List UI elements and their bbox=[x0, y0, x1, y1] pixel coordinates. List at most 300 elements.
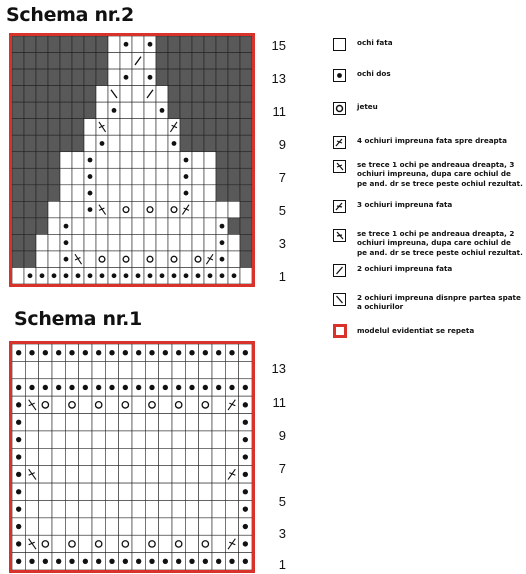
purl-dot-icon bbox=[189, 385, 194, 390]
grid-cell bbox=[36, 86, 48, 103]
grid-cell bbox=[172, 431, 185, 448]
grid-cell bbox=[120, 251, 132, 268]
purl-dot-icon bbox=[149, 350, 154, 355]
grid-cell bbox=[216, 102, 228, 119]
grid-cell bbox=[145, 518, 158, 535]
grid-cell bbox=[180, 36, 192, 53]
grid-cell bbox=[105, 483, 118, 500]
grid-cell bbox=[48, 201, 60, 218]
grid-cell bbox=[108, 53, 120, 70]
grid-cell bbox=[52, 414, 65, 431]
grid-cell bbox=[36, 168, 48, 185]
grid-cell bbox=[60, 185, 72, 202]
grid-cell bbox=[145, 448, 158, 465]
grid-cell bbox=[144, 251, 156, 268]
purl-dot-icon bbox=[203, 559, 208, 564]
purl-dot-icon bbox=[220, 240, 225, 245]
grid-cell bbox=[156, 53, 168, 70]
grid-cell bbox=[79, 535, 92, 552]
grid-cell bbox=[204, 234, 216, 251]
grid-cell bbox=[212, 518, 225, 535]
grid-cell bbox=[212, 361, 225, 378]
chart2-row-label: 5 bbox=[278, 203, 286, 218]
dot-icon bbox=[333, 69, 346, 82]
grid-cell bbox=[132, 135, 144, 152]
grid-cell bbox=[156, 119, 168, 136]
purl-dot-icon bbox=[172, 141, 177, 146]
grid-cell bbox=[72, 234, 84, 251]
grid-cell bbox=[225, 414, 238, 431]
grid-cell bbox=[108, 36, 120, 53]
grid-cell bbox=[12, 168, 24, 185]
grid-cell bbox=[92, 518, 105, 535]
grid-cell bbox=[25, 414, 38, 431]
grid-cell bbox=[132, 36, 144, 53]
grid-cell bbox=[25, 361, 38, 378]
purl-dot-icon bbox=[243, 489, 248, 494]
grid-cell bbox=[48, 168, 60, 185]
purl-dot-icon bbox=[148, 42, 153, 47]
grid-cell bbox=[39, 466, 52, 483]
grid-cell bbox=[65, 500, 78, 517]
grid-cell bbox=[24, 201, 36, 218]
grid-cell bbox=[225, 361, 238, 378]
grid-cell bbox=[108, 135, 120, 152]
chart2-row-label: 13 bbox=[271, 71, 286, 86]
purl-dot-icon bbox=[109, 559, 114, 564]
grid-cell bbox=[39, 535, 52, 552]
purl-dot-icon bbox=[69, 350, 74, 355]
purl-dot-icon bbox=[64, 240, 69, 245]
chart1-row-label: 1 bbox=[278, 557, 286, 572]
grid-cell bbox=[185, 518, 198, 535]
grid-cell bbox=[105, 396, 118, 413]
grid-cell bbox=[132, 102, 144, 119]
grid-cell bbox=[48, 102, 60, 119]
grid-cell bbox=[52, 483, 65, 500]
chart1-row-label: 11 bbox=[272, 395, 286, 410]
purl-dot-icon bbox=[76, 273, 81, 278]
grid-cell bbox=[60, 168, 72, 185]
chart2-row-label: 11 bbox=[272, 104, 286, 119]
grid-cell bbox=[216, 135, 228, 152]
grid-cell bbox=[172, 361, 185, 378]
grid-cell bbox=[96, 102, 108, 119]
purl-dot-icon bbox=[220, 257, 225, 262]
grid-cell bbox=[240, 36, 252, 53]
grid-cell bbox=[168, 251, 180, 268]
grid-cell bbox=[39, 431, 52, 448]
grid-cell bbox=[120, 102, 132, 119]
chart1-svg bbox=[12, 344, 252, 570]
grid-cell bbox=[216, 69, 228, 86]
grid-cell bbox=[120, 152, 132, 169]
grid-cell bbox=[65, 535, 78, 552]
grid-cell bbox=[12, 152, 24, 169]
grid-cell bbox=[168, 168, 180, 185]
purl-dot-icon bbox=[16, 489, 21, 494]
chart2-row-label: 3 bbox=[278, 236, 286, 251]
legend-text: ochi dos bbox=[357, 69, 391, 78]
grid-cell bbox=[72, 69, 84, 86]
grid-cell bbox=[199, 466, 212, 483]
grid-cell bbox=[79, 396, 92, 413]
grid-cell bbox=[180, 251, 192, 268]
purl-dot-icon bbox=[88, 158, 93, 163]
grid-cell bbox=[52, 361, 65, 378]
grid-cell bbox=[216, 53, 228, 70]
grid-cell bbox=[36, 135, 48, 152]
grid-cell bbox=[132, 396, 145, 413]
grid-cell bbox=[60, 69, 72, 86]
grid-cell bbox=[72, 201, 84, 218]
grid-cell bbox=[48, 86, 60, 103]
grid-cell bbox=[212, 466, 225, 483]
purl-dot-icon bbox=[123, 350, 128, 355]
grid-cell bbox=[96, 53, 108, 70]
grid-cell bbox=[144, 218, 156, 235]
legend-text: ochi fata bbox=[357, 38, 393, 47]
grid-cell bbox=[199, 396, 212, 413]
grid-cell bbox=[145, 361, 158, 378]
grid-cell bbox=[225, 448, 238, 465]
grid-cell bbox=[105, 535, 118, 552]
purl-dot-icon bbox=[124, 42, 129, 47]
grid-cell bbox=[159, 518, 172, 535]
grid-cell bbox=[145, 466, 158, 483]
grid-cell bbox=[60, 201, 72, 218]
grid-cell bbox=[65, 396, 78, 413]
grid-cell bbox=[225, 431, 238, 448]
grid-cell bbox=[240, 251, 252, 268]
purl-dot-icon bbox=[163, 559, 168, 564]
purl-dot-icon bbox=[176, 385, 181, 390]
grid-cell bbox=[119, 518, 132, 535]
grid-cell bbox=[48, 218, 60, 235]
red-square-icon bbox=[333, 324, 347, 338]
grid-cell bbox=[168, 53, 180, 70]
grid-cell bbox=[72, 102, 84, 119]
purl-dot-icon bbox=[184, 191, 189, 196]
grid-cell bbox=[192, 53, 204, 70]
grid-cell bbox=[185, 396, 198, 413]
grid-cell bbox=[204, 36, 216, 53]
grid-cell bbox=[92, 535, 105, 552]
purl-dot-icon bbox=[29, 559, 34, 564]
purl-dot-icon bbox=[16, 454, 21, 459]
grid-cell bbox=[204, 119, 216, 136]
grid-cell bbox=[60, 36, 72, 53]
grid-cell bbox=[168, 86, 180, 103]
grid-cell bbox=[65, 448, 78, 465]
chart2-title: Schema nr.2 bbox=[6, 4, 134, 26]
grid-cell bbox=[119, 466, 132, 483]
grid-cell bbox=[84, 218, 96, 235]
purl-dot-icon bbox=[149, 559, 154, 564]
purl-dot-icon bbox=[189, 350, 194, 355]
grid-cell bbox=[144, 234, 156, 251]
grid-cell bbox=[65, 414, 78, 431]
grid-cell bbox=[180, 53, 192, 70]
grid-cell bbox=[192, 251, 204, 268]
grid-cell bbox=[12, 102, 24, 119]
grid-cell bbox=[228, 69, 240, 86]
grid-cell bbox=[185, 500, 198, 517]
grid-cell bbox=[105, 466, 118, 483]
legend-text: 2 ochiuri impreuna fata bbox=[357, 264, 453, 273]
grid-cell bbox=[108, 119, 120, 136]
grid-cell bbox=[84, 251, 96, 268]
grid-cell bbox=[24, 251, 36, 268]
grid-cell bbox=[228, 218, 240, 235]
chart1-row-label: 5 bbox=[278, 494, 286, 509]
purl-dot-icon bbox=[163, 350, 168, 355]
grid-cell bbox=[48, 251, 60, 268]
grid-cell bbox=[25, 518, 38, 535]
chart1-row-label: 7 bbox=[278, 461, 286, 476]
grid-cell bbox=[119, 448, 132, 465]
grid-cell bbox=[156, 251, 168, 268]
grid-cell bbox=[12, 201, 24, 218]
purl-dot-icon bbox=[232, 273, 237, 278]
grid-cell bbox=[24, 152, 36, 169]
purl-dot-icon bbox=[123, 385, 128, 390]
purl-dot-icon bbox=[203, 385, 208, 390]
purl-dot-icon bbox=[83, 385, 88, 390]
grid-cell bbox=[72, 135, 84, 152]
grid-cell bbox=[96, 218, 108, 235]
grid-cell bbox=[240, 135, 252, 152]
grid-cell bbox=[72, 168, 84, 185]
grid-cell bbox=[192, 234, 204, 251]
grid-cell bbox=[204, 185, 216, 202]
purl-dot-icon bbox=[52, 273, 57, 278]
grid-cell bbox=[204, 86, 216, 103]
grid-cell bbox=[48, 119, 60, 136]
grid-cell bbox=[39, 448, 52, 465]
purl-dot-icon bbox=[16, 559, 21, 564]
grid-cell bbox=[192, 152, 204, 169]
chart1-row-label: 3 bbox=[278, 526, 286, 541]
k4-slip-icon bbox=[333, 160, 346, 173]
grid-cell bbox=[192, 185, 204, 202]
grid-cell bbox=[96, 168, 108, 185]
grid-cell bbox=[204, 53, 216, 70]
grid-cell bbox=[60, 152, 72, 169]
grid-cell bbox=[65, 431, 78, 448]
purl-dot-icon bbox=[56, 385, 61, 390]
grid-cell bbox=[185, 466, 198, 483]
purl-dot-icon bbox=[16, 420, 21, 425]
grid-cell bbox=[36, 69, 48, 86]
grid-cell bbox=[192, 36, 204, 53]
grid-cell bbox=[84, 135, 96, 152]
grid-cell bbox=[145, 396, 158, 413]
grid-cell bbox=[24, 218, 36, 235]
grid-cell bbox=[36, 201, 48, 218]
grid-cell bbox=[228, 36, 240, 53]
grid-cell bbox=[132, 119, 144, 136]
grid-cell bbox=[36, 185, 48, 202]
grid-cell bbox=[84, 102, 96, 119]
grid-cell bbox=[12, 86, 24, 103]
grid-cell bbox=[108, 152, 120, 169]
grid-cell bbox=[239, 361, 252, 378]
grid-cell bbox=[204, 168, 216, 185]
grid-cell bbox=[240, 218, 252, 235]
grid-cell bbox=[228, 53, 240, 70]
grid-cell bbox=[159, 466, 172, 483]
purl-dot-icon bbox=[28, 273, 33, 278]
grid-cell bbox=[145, 535, 158, 552]
grid-cell bbox=[120, 201, 132, 218]
grid-cell bbox=[156, 201, 168, 218]
grid-cell bbox=[108, 185, 120, 202]
grid-cell bbox=[36, 251, 48, 268]
grid-cell bbox=[185, 431, 198, 448]
grid-cell bbox=[120, 185, 132, 202]
grid-cell bbox=[240, 234, 252, 251]
legend-text: modelul evidentiat se repeta bbox=[357, 326, 475, 335]
grid-cell bbox=[84, 234, 96, 251]
grid-cell bbox=[120, 53, 132, 70]
grid-cell bbox=[48, 185, 60, 202]
purl-dot-icon bbox=[43, 559, 48, 564]
purl-dot-icon bbox=[100, 273, 105, 278]
grid-cell bbox=[216, 152, 228, 169]
grid-cell bbox=[132, 500, 145, 517]
grid-cell bbox=[144, 185, 156, 202]
grid-cell bbox=[52, 396, 65, 413]
grid-cell bbox=[228, 102, 240, 119]
purl-dot-icon bbox=[69, 385, 74, 390]
grid-cell bbox=[108, 218, 120, 235]
grid-cell bbox=[192, 86, 204, 103]
chart1-title: Schema nr.1 bbox=[14, 308, 142, 330]
purl-dot-icon bbox=[29, 350, 34, 355]
grid-cell bbox=[192, 119, 204, 136]
grid-cell bbox=[84, 119, 96, 136]
grid-cell bbox=[228, 168, 240, 185]
grid-cell bbox=[36, 234, 48, 251]
grid-cell bbox=[96, 234, 108, 251]
grid-cell bbox=[72, 185, 84, 202]
grid-cell bbox=[216, 119, 228, 136]
grid-cell bbox=[240, 53, 252, 70]
purl-dot-icon bbox=[184, 158, 189, 163]
grid-cell bbox=[96, 36, 108, 53]
purl-dot-icon bbox=[243, 506, 248, 511]
purl-dot-icon bbox=[176, 559, 181, 564]
grid-cell bbox=[168, 36, 180, 53]
grid-cell bbox=[12, 267, 24, 284]
purl-dot-icon bbox=[243, 420, 248, 425]
grid-cell bbox=[12, 251, 24, 268]
grid-cell bbox=[65, 518, 78, 535]
chart1-row-label: 9 bbox=[278, 428, 286, 443]
grid-cell bbox=[120, 234, 132, 251]
purl-dot-icon bbox=[88, 191, 93, 196]
grid-cell bbox=[79, 518, 92, 535]
purl-dot-icon bbox=[216, 385, 221, 390]
grid-cell bbox=[228, 251, 240, 268]
grid-cell bbox=[159, 448, 172, 465]
grid-cell bbox=[48, 135, 60, 152]
grid-cell bbox=[240, 119, 252, 136]
grid-cell bbox=[24, 135, 36, 152]
purl-dot-icon bbox=[88, 273, 93, 278]
grid-cell bbox=[144, 201, 156, 218]
grid-cell bbox=[172, 466, 185, 483]
grid-cell bbox=[159, 431, 172, 448]
grid-cell bbox=[199, 431, 212, 448]
grid-cell bbox=[36, 152, 48, 169]
grid-cell bbox=[159, 396, 172, 413]
grid-cell bbox=[24, 119, 36, 136]
chart1-row-labels bbox=[262, 354, 286, 574]
purl-dot-icon bbox=[64, 224, 69, 229]
purl-dot-icon bbox=[148, 273, 153, 278]
grid-cell bbox=[144, 135, 156, 152]
grid-cell bbox=[132, 86, 144, 103]
grid-cell bbox=[204, 218, 216, 235]
grid-cell bbox=[84, 36, 96, 53]
grid-cell bbox=[24, 86, 36, 103]
grid-cell bbox=[92, 414, 105, 431]
grid-cell bbox=[60, 119, 72, 136]
grid-cell bbox=[105, 518, 118, 535]
grid-cell bbox=[52, 535, 65, 552]
grid-cell bbox=[12, 361, 25, 378]
grid-cell bbox=[52, 448, 65, 465]
grid-cell bbox=[132, 466, 145, 483]
grid-cell bbox=[92, 361, 105, 378]
grid-cell bbox=[120, 119, 132, 136]
k3-slip-icon bbox=[333, 229, 346, 242]
purl-dot-icon bbox=[112, 273, 117, 278]
grid-cell bbox=[180, 102, 192, 119]
grid-cell bbox=[228, 234, 240, 251]
grid-cell bbox=[25, 431, 38, 448]
grid-cell bbox=[132, 518, 145, 535]
grid-cell bbox=[185, 361, 198, 378]
purl-dot-icon bbox=[83, 350, 88, 355]
grid-cell bbox=[65, 483, 78, 500]
legend-text: se trece 1 ochi pe andreaua dreapta, 2 ochiuri impreuna, dupa care ochiul de pe and. dr se trece peste ochiul rezultat. bbox=[357, 229, 523, 257]
grid-cell bbox=[240, 102, 252, 119]
grid-cell bbox=[159, 361, 172, 378]
grid-cell bbox=[204, 152, 216, 169]
grid-cell bbox=[24, 185, 36, 202]
purl-dot-icon bbox=[16, 541, 21, 546]
grid-cell bbox=[168, 201, 180, 218]
grid-cell bbox=[204, 69, 216, 86]
grid-cell bbox=[172, 535, 185, 552]
grid-cell bbox=[72, 218, 84, 235]
grid-cell bbox=[144, 53, 156, 70]
grid-cell bbox=[79, 431, 92, 448]
grid-cell bbox=[24, 102, 36, 119]
grid-cell bbox=[25, 448, 38, 465]
chart1-grid bbox=[9, 341, 255, 573]
k2-back-icon bbox=[333, 293, 346, 306]
purl-dot-icon bbox=[96, 385, 101, 390]
grid-cell bbox=[168, 69, 180, 86]
purl-dot-icon bbox=[124, 273, 129, 278]
grid-cell bbox=[36, 218, 48, 235]
grid-cell bbox=[48, 53, 60, 70]
chart2-row-label: 1 bbox=[278, 269, 286, 284]
